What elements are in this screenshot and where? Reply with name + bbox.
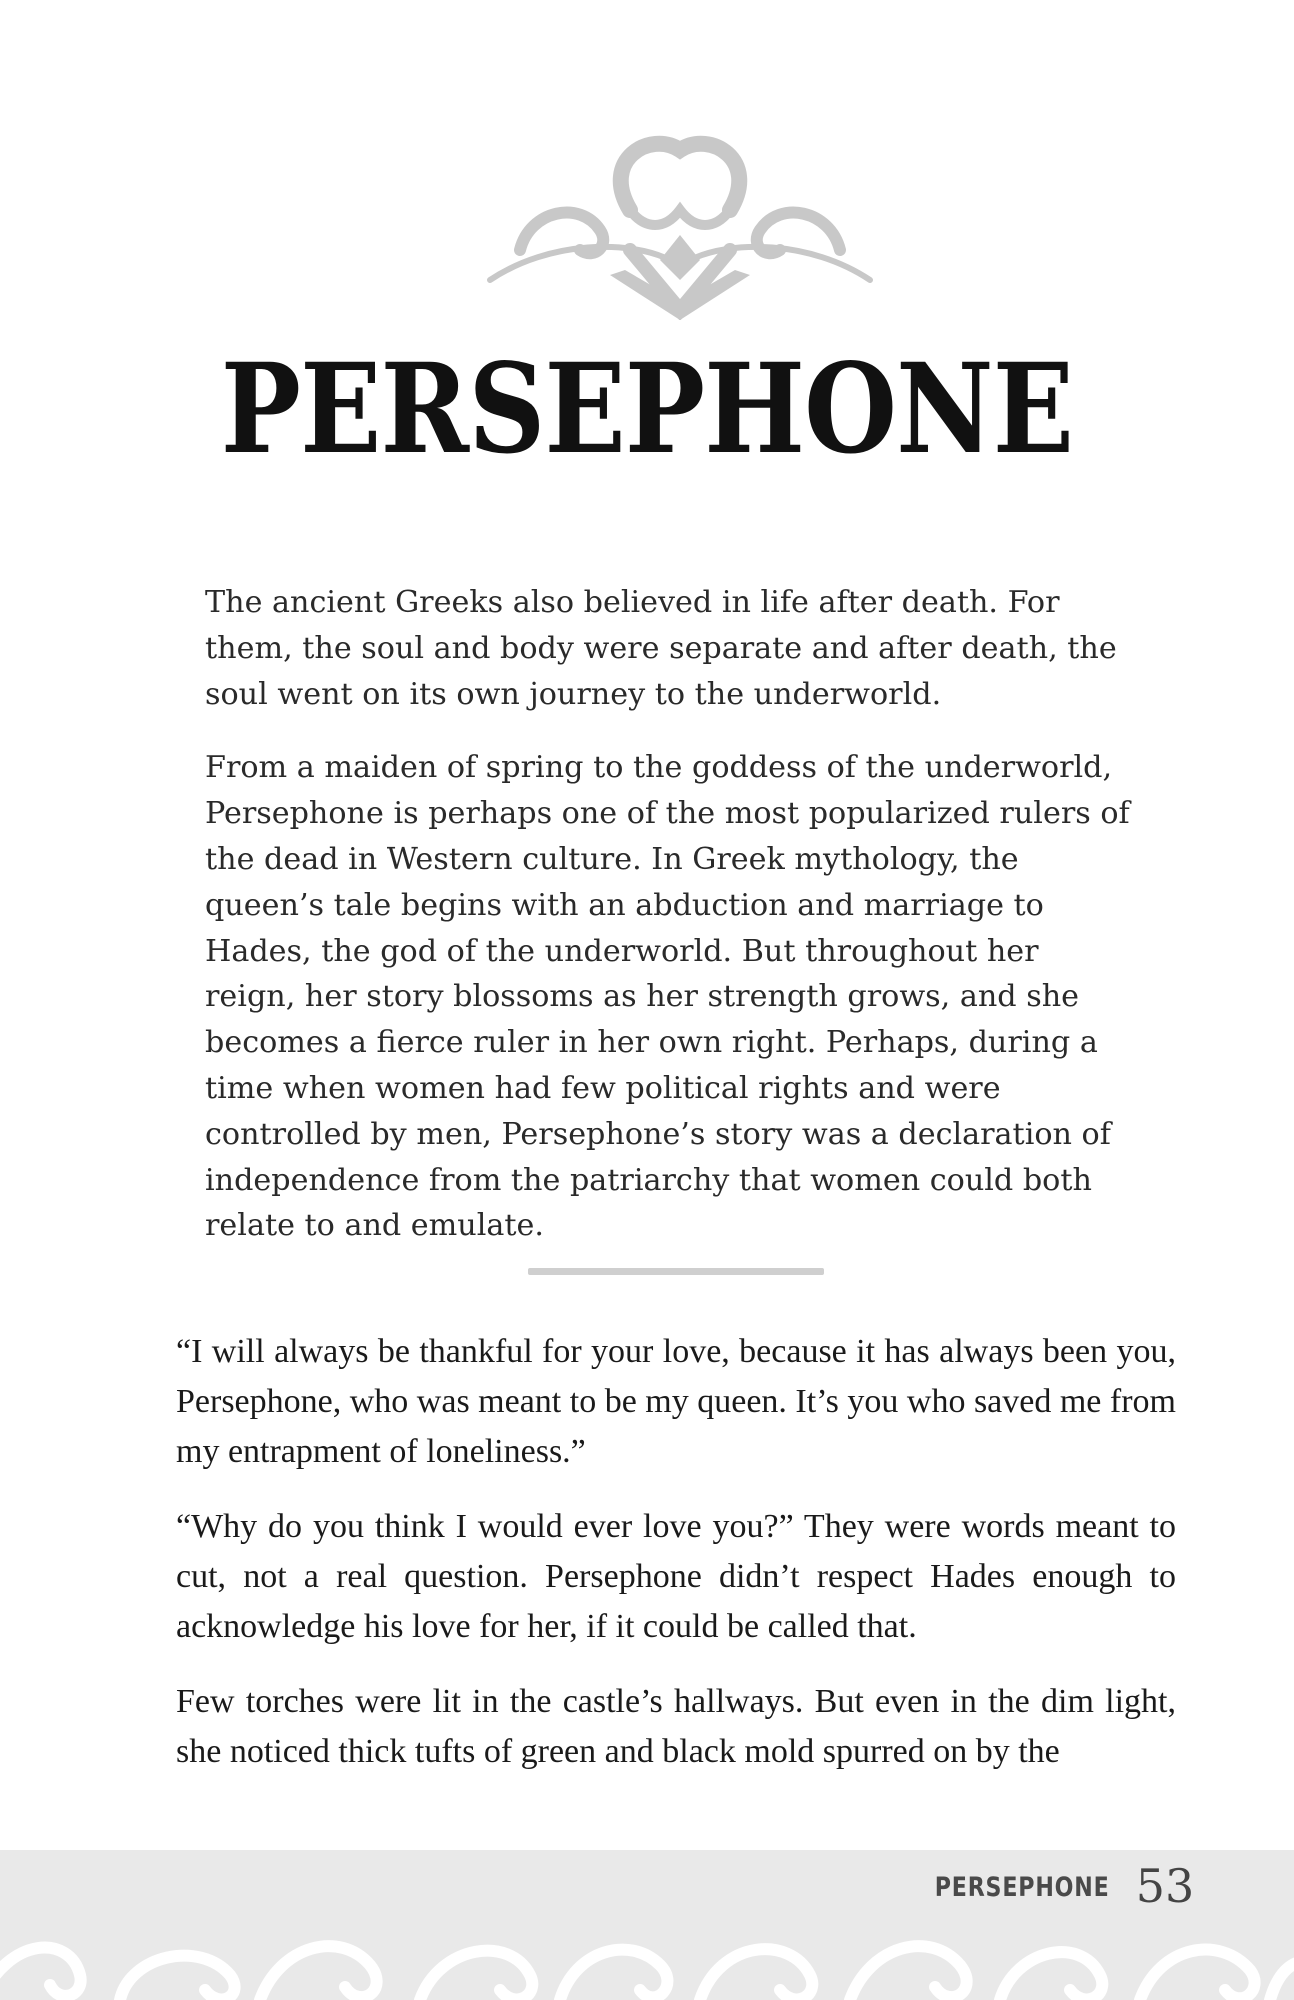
page-number: 53 bbox=[1135, 1859, 1195, 1913]
chapter-title: PERSEPHONE bbox=[220, 337, 1074, 482]
running-head: PERSEPHONE bbox=[934, 1872, 1110, 1903]
excerpt-paragraph: Few torches were lit in the castle’s hallways. But even in the dim light, she noticed thick tufts of green and black mold spurred on by the bbox=[176, 1683, 1176, 1770]
crown-ornament-icon bbox=[480, 130, 880, 320]
excerpt-paragraph: “I will always be thankful for your love, because it has always been you, Persephone, who was meant to be my queen. It’s you who saved me from my entrapment of loneliness.” bbox=[176, 1333, 1176, 1470]
intro-paragraph: The ancient Greeks also believed in life after death. For them, the soul and body were separate and after death, the soul went on its own journey to the underworld. bbox=[205, 585, 1117, 712]
excerpt-paragraph: “Why do you think I would ever love you?” They were words meant to cut, not a real question. Persephone didn’t respect Hades enough to acknowledge his love for her, if it could be called that. bbox=[176, 1508, 1176, 1645]
section-divider bbox=[528, 1268, 824, 1275]
scroll-pattern-icon bbox=[0, 1915, 1294, 2000]
intro-paragraph: From a maiden of spring to the goddess of the underworld, Persephone is perhaps one of the most popularized rulers of the dead in Western culture. In Greek mythology, the queen’s tale begins with an abduction and marriage to Hades, the god of the underworld. But throughout her reign, her story blossoms as her strength grows, and she becomes a fierce ruler in her own right. Perhaps, during a time when women had few political rights and were controlled by men, Persephone’s story was a declaration of independence from the patriarchy that women could both relate to and emulate. bbox=[205, 750, 1130, 1244]
story-excerpt bbox=[176, 1327, 1176, 1802]
intro-section bbox=[205, 580, 1135, 1277]
